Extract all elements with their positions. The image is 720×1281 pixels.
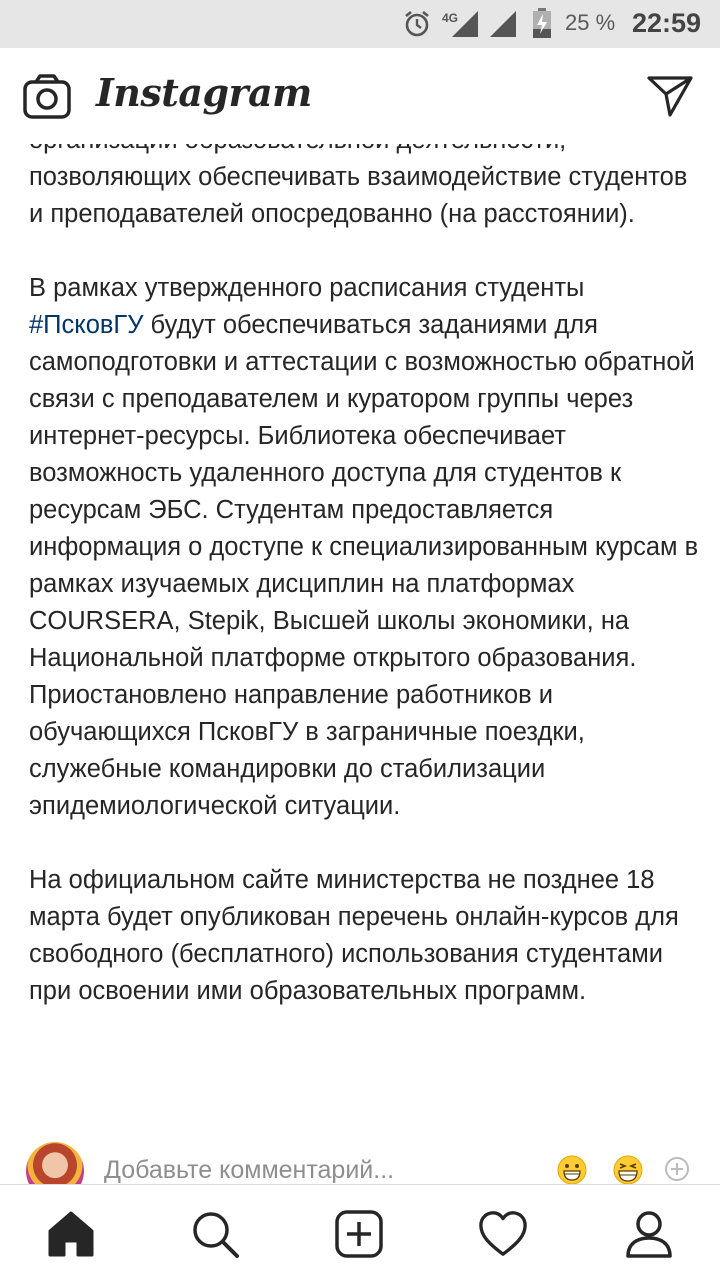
bottom-navigation bbox=[0, 1184, 720, 1281]
direct-send-icon[interactable] bbox=[646, 74, 694, 118]
battery-level: 25 % bbox=[565, 10, 616, 35]
home-icon[interactable] bbox=[46, 1209, 96, 1259]
add-comment-row bbox=[0, 1138, 720, 1184]
status-time: 22:59 bbox=[632, 8, 702, 38]
battery-charging-icon bbox=[532, 7, 552, 39]
status-bar bbox=[0, 0, 720, 48]
instagram-logo: Instagram bbox=[96, 70, 312, 115]
caption-text: В рамках утвержденного расписания студенты bbox=[29, 274, 585, 302]
camera-icon[interactable] bbox=[22, 74, 72, 120]
alarm-icon bbox=[402, 9, 432, 39]
add-emoji-icon[interactable] bbox=[664, 1156, 690, 1182]
profile-icon[interactable] bbox=[624, 1209, 674, 1259]
app-header bbox=[0, 48, 720, 144]
post-caption-area bbox=[0, 122, 720, 1142]
signal-icon bbox=[486, 9, 518, 39]
svg-text:4G: 4G bbox=[442, 11, 459, 25]
activity-heart-icon[interactable] bbox=[478, 1209, 528, 1259]
search-icon[interactable] bbox=[190, 1209, 240, 1259]
caption-paragraph-2 bbox=[29, 270, 699, 825]
comment-input[interactable]: Добавьте комментарий... bbox=[104, 1156, 395, 1184]
avatar bbox=[26, 1142, 84, 1184]
signal-4g-icon bbox=[442, 9, 480, 39]
caption-text: будут обеспечиваться заданиями для самоподготовки и аттестации с возможностью обратной связи с преподавателем и куратором группы через интернет-ресурсы. Библиотека обеспечивает возможность удаленного доступа для студентов к ресурсам ЭБС. Студентам предоставляется информация о доступе к специализированным курсам в рамках изучаемых дисциплин на платформах COURSERA, Stepik, Высшей школы экономики, на Национальной платформе открытого образования. Приостановлено направление работников и обучающихся ПсковГУ в заграничные поездки, служебные командировки до стабилизации эпидемиологической ситуации. bbox=[29, 311, 699, 820]
caption-paragraph-3: На официальном сайте министерства не позднее 18 марта будет опубликован перечень онлайн-курсов для свободного (бесплатного) использования студентами при освоении ими образовательных программ. bbox=[29, 866, 679, 1005]
grinning-squinting-face-emoji-icon[interactable] bbox=[612, 1154, 644, 1184]
new-post-icon[interactable] bbox=[334, 1209, 384, 1259]
caption-paragraph-1: позволяющих обеспечивать взаимодействие студентов и преподавателей опосредованно (на расстоянии). bbox=[29, 163, 688, 228]
post-caption bbox=[29, 122, 699, 1010]
hashtag-link[interactable]: #ПсковГУ bbox=[29, 311, 144, 339]
grinning-face-emoji-icon[interactable] bbox=[556, 1154, 588, 1184]
